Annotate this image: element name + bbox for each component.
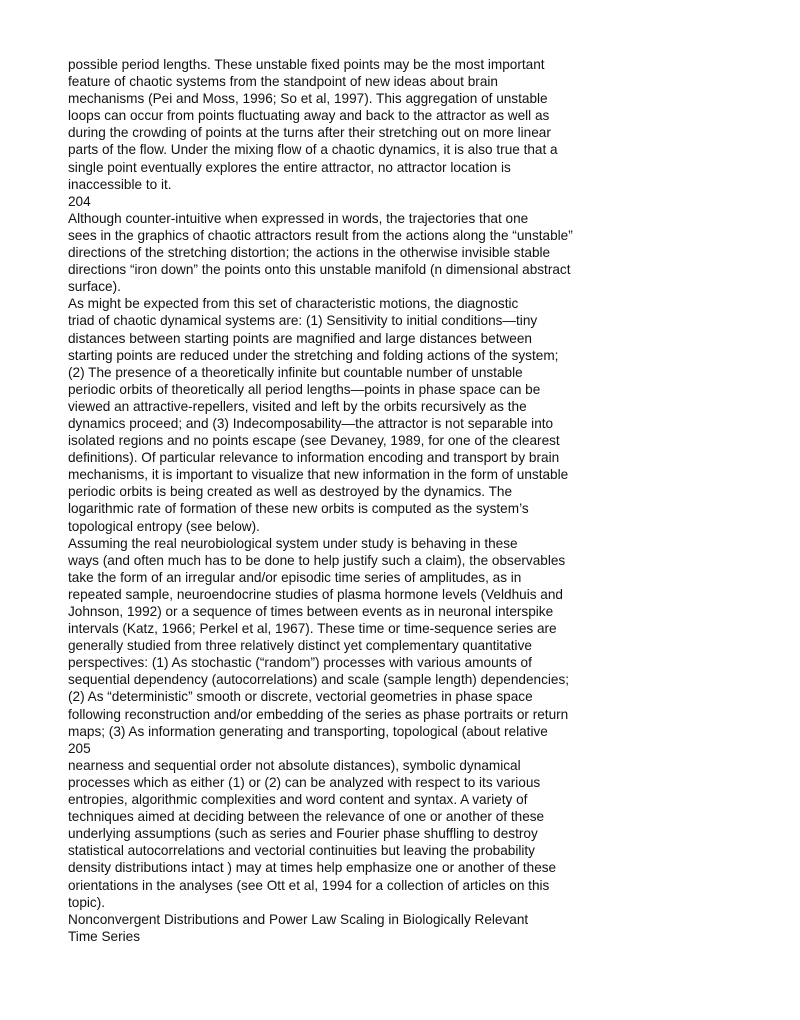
text-line: parts of the flow. Under the mixing flow of a chaotic dynamics, it is also true that a xyxy=(68,142,558,158)
text-line: feature of chaotic systems from the standpoint of new ideas about brain xyxy=(68,74,498,90)
text-line: intervals (Katz, 1966; Perkel et al, 1967). These time or time-sequence series are xyxy=(68,621,557,637)
text-line: starting points are reduced under the stretching and folding actions of the system; xyxy=(68,347,559,363)
text-line: surface). xyxy=(68,279,121,295)
text-line: loops can occur from points fluctuating away and back to the attractor as well as xyxy=(68,108,550,124)
text-line: techniques aimed at deciding between the relevance of one or another of these xyxy=(68,809,545,825)
text-line: nearness and sequential order not absolute distances), symbolic dynamical xyxy=(68,757,521,773)
text-line: Johnson, 1992) or a sequence of times between events as in neuronal interspike xyxy=(68,604,554,619)
text-line: mechanisms (Pei and Moss, 1996; So et al, 1997). This aggregation of unstable xyxy=(68,91,548,107)
section-heading: Time Series xyxy=(68,928,141,944)
text-line: take the form of an irregular and/or episodic time series of amplitudes, as in xyxy=(68,569,522,585)
text-line: Assuming the real neurobiological system under study is behaving in these xyxy=(68,535,518,551)
text-line: directions “iron down” the points onto this unstable manifold (n dimensional abstract xyxy=(68,262,571,278)
document-page xyxy=(68,56,648,945)
page-number: 205 xyxy=(68,740,91,756)
text-line: (2) As “deterministic” smooth or discrete, vectorial geometries in phase space xyxy=(68,689,533,705)
section-heading: Nonconvergent Distributions and Power Law Scaling in Biologically Relevant xyxy=(68,911,529,927)
text-line: Although counter-intuitive when expressed in words, the trajectories that one xyxy=(68,210,529,226)
text-line: dynamics proceed; and (3) Indecomposability—the attractor is not separable into xyxy=(68,415,554,431)
text-line: directions of the stretching distortion; the actions in the otherwise invisible stable xyxy=(68,245,551,261)
text-line: underlying assumptions (such as series and Fourier phase shuffling to destroy xyxy=(68,826,538,842)
text-line: sees in the graphics of chaotic attractors result from the actions along the “unstable” xyxy=(68,227,573,243)
text-line: possible period lengths. These unstable fixed points may be the most important xyxy=(68,57,545,72)
text-line: (2) The presence of a theoretically infinite but countable number of unstable xyxy=(68,364,523,380)
text-line: density distributions intact ) may at times help emphasize one or another of these xyxy=(68,860,557,876)
text-line: isolated regions and no points escape (see Devaney, 1989, for one of the clearest xyxy=(68,433,560,449)
text-line: sequential dependency (autocorrelations) and scale (sample length) dependencies; xyxy=(68,672,570,688)
text-line: repeated sample, neuroendocrine studies of plasma hormone levels (Veldhuis and xyxy=(68,586,563,602)
text-line: maps; (3) As information generating and transporting, topological (about relative xyxy=(68,723,548,739)
text-line: during the crowding of points at the turns after their stretching out on more linear xyxy=(68,125,551,141)
text-line: following reconstruction and/or embedding of the series as phase portraits or return xyxy=(68,706,569,722)
text-line: inaccessible to it. xyxy=(68,176,172,192)
text-line: processes which as either (1) or (2) can be analyzed with respect to its various xyxy=(68,774,541,790)
text-line: viewed an attractive-repellers, visited and left by the orbits recursively as the xyxy=(68,398,527,414)
text-line: distances between starting points are magnified and large distances between xyxy=(68,330,532,346)
text-line: orientations in the analyses (see Ott et al, 1994 for a collection of articles on this xyxy=(68,877,550,893)
text-line: logarithmic rate of formation of these new orbits is computed as the system’s xyxy=(68,501,529,517)
text-line: topic). xyxy=(68,894,106,910)
text-line: ways (and often much has to be done to help justify such a claim), the observables xyxy=(68,552,566,568)
text-line: triad of chaotic dynamical systems are: (1) Sensitivity to initial conditions—tiny xyxy=(68,313,538,329)
text-line: generally studied from three relatively distinct yet complementary quantitative xyxy=(68,638,532,654)
text-line: statistical autocorrelations and vectorial continuities but leaving the probability xyxy=(68,843,535,859)
text-line: single point eventually explores the entire attractor, no attractor location is xyxy=(68,159,511,175)
text-line: definitions). Of particular relevance to information encoding and transport by brain xyxy=(68,450,560,466)
text-line: periodic orbits of theoretically all period lengths—points in phase space can be xyxy=(68,381,541,397)
text-line: perspectives: (1) As stochastic (“random”) processes with various amounts of xyxy=(68,655,532,671)
text-line: topological entropy (see below). xyxy=(68,518,260,534)
text-line: periodic orbits is being created as well as destroyed by the dynamics. The xyxy=(68,484,513,500)
text-line: mechanisms, it is important to visualize that new information in the form of unstable xyxy=(68,467,569,483)
text-line: entropies, algorithmic complexities and word content and syntax. A variety of xyxy=(68,792,528,808)
text-line: As might be expected from this set of characteristic motions, the diagnostic xyxy=(68,296,519,312)
page-number: 204 xyxy=(68,193,91,209)
